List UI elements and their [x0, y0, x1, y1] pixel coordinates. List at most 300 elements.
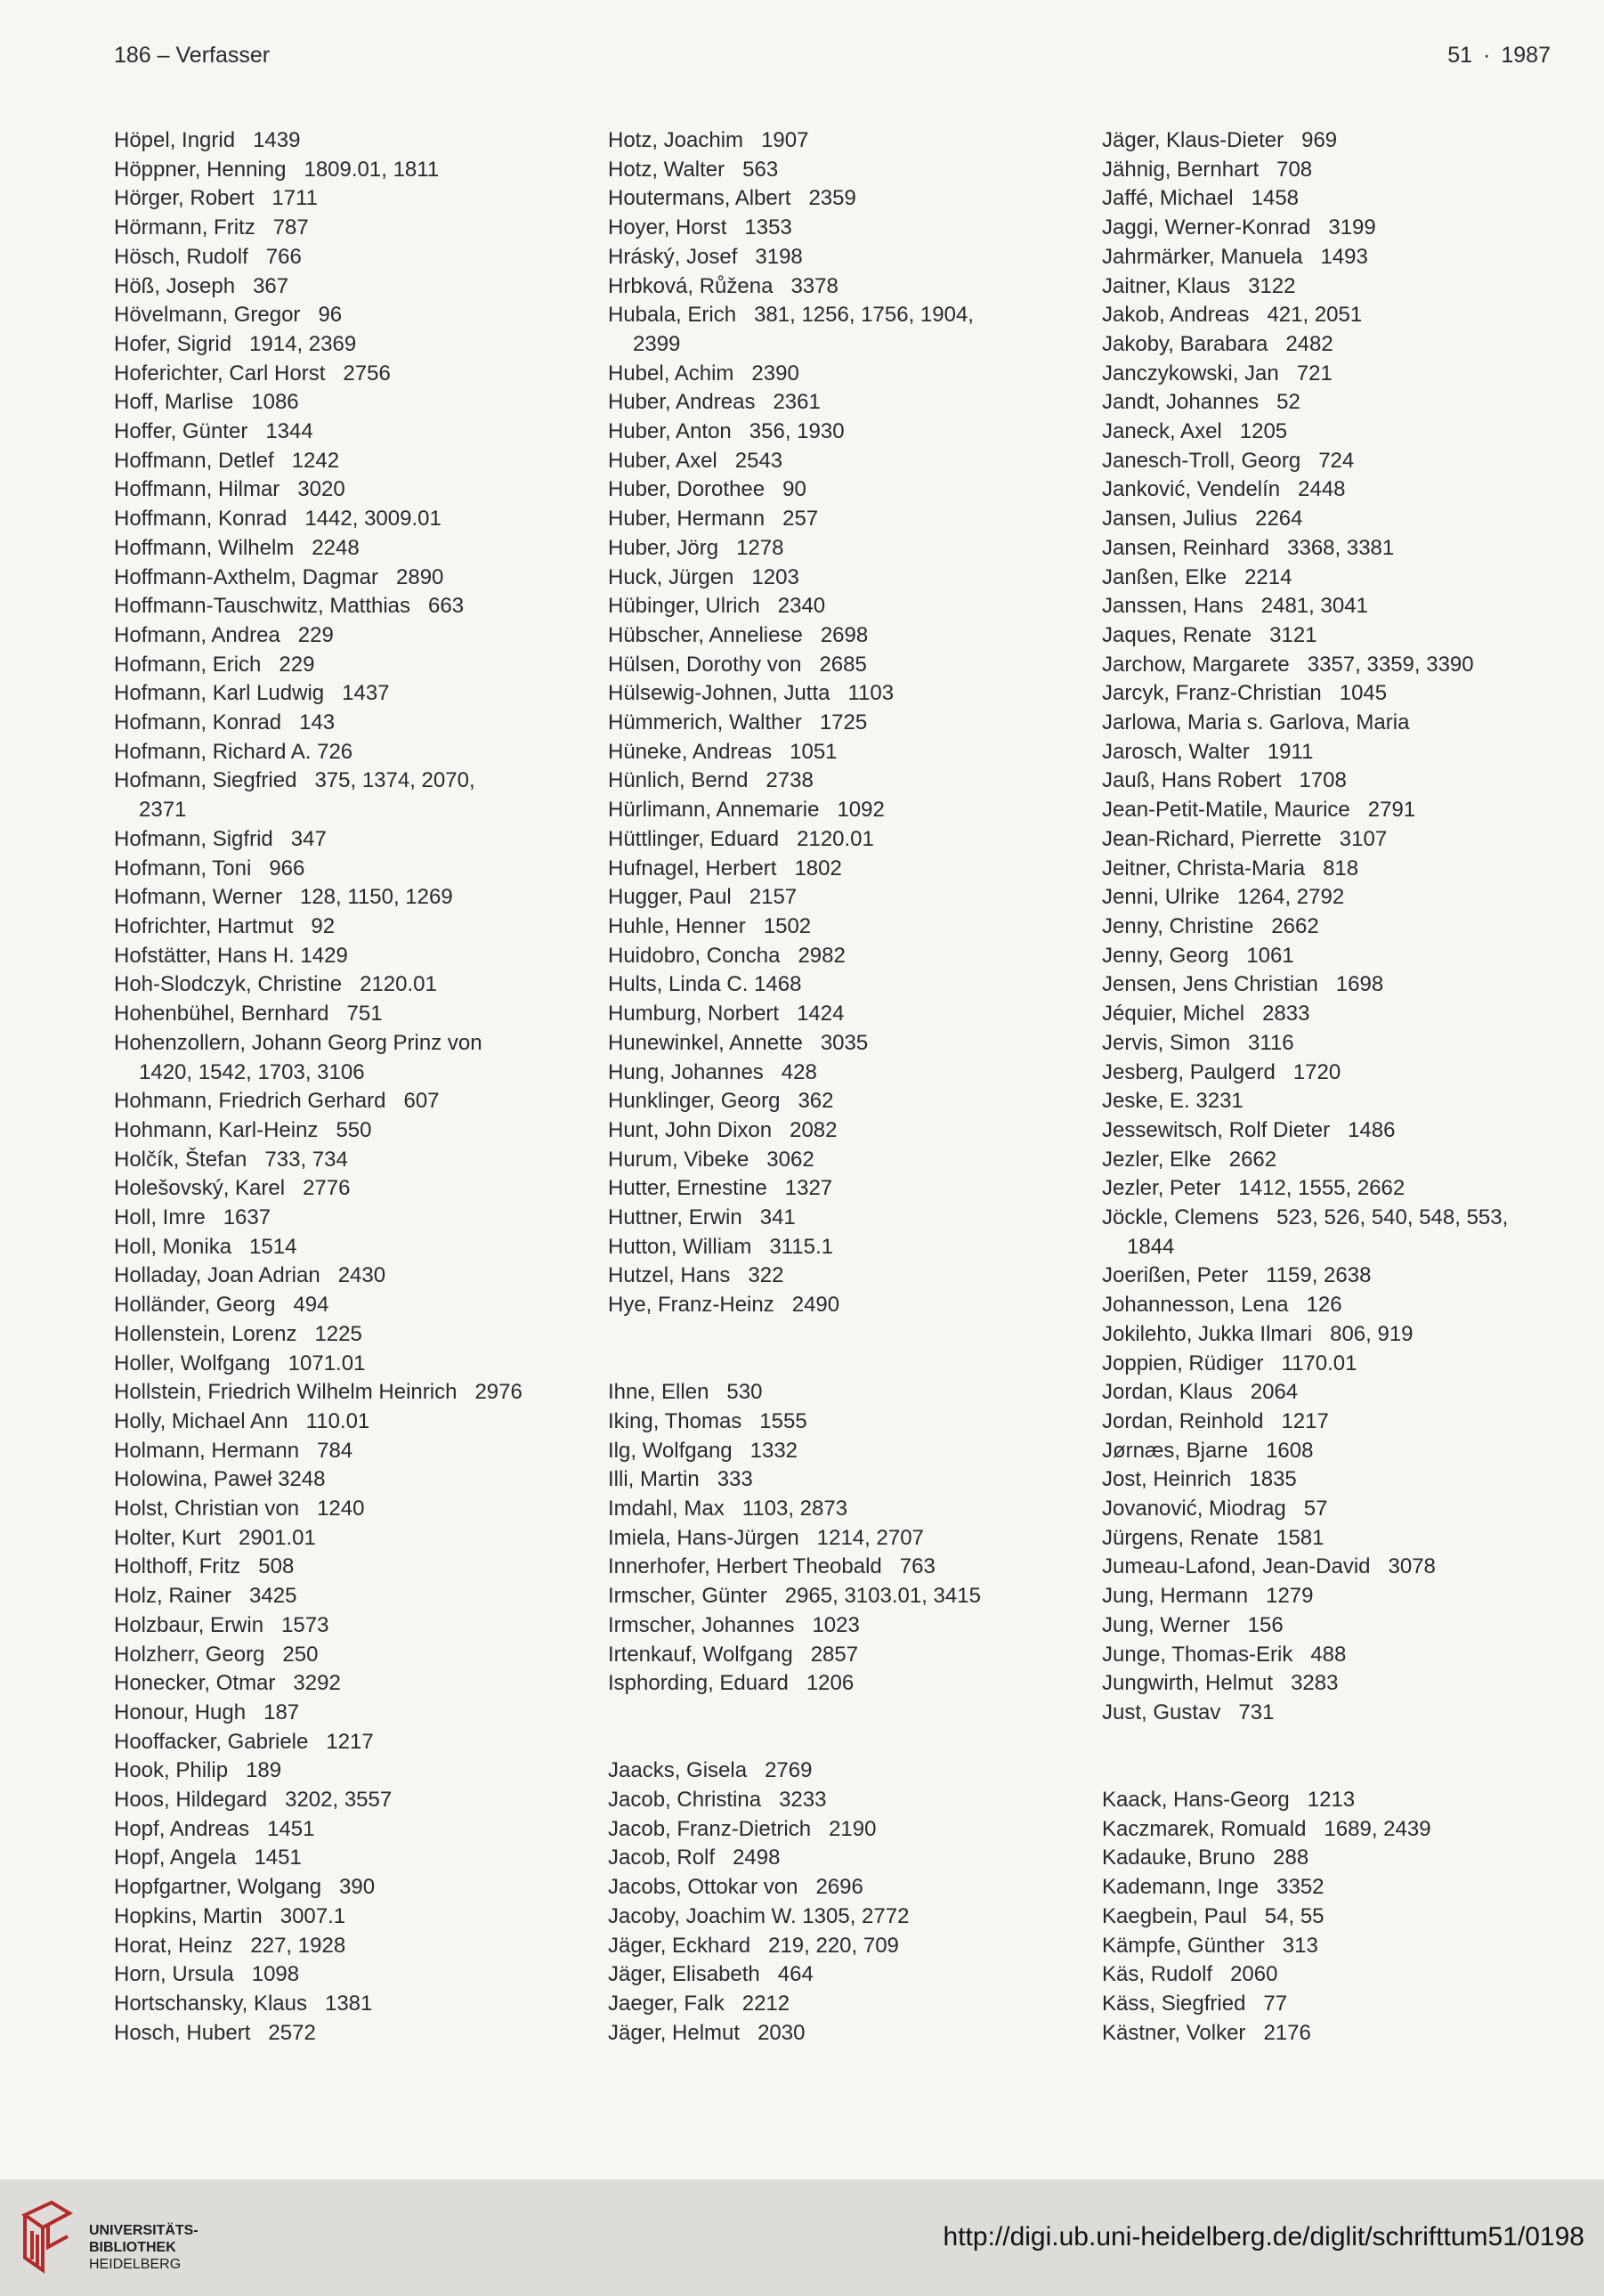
author-name: Huber, Hermann [608, 507, 766, 531]
author-name: Holz, Rainer [114, 1584, 232, 1609]
index-entry [114, 1087, 595, 1116]
reference-numbers: 1071.01 [288, 1351, 366, 1375]
author-name: Hoh-Slodczyk, Christine [114, 972, 343, 997]
reference-numbers: 110.01 [305, 1408, 370, 1433]
reference-numbers: 390 [339, 1875, 376, 1900]
index-entry [608, 796, 1089, 825]
index-entry [608, 2019, 1089, 2049]
index-entry [1102, 855, 1583, 884]
author-name: Holländer, Georg [114, 1293, 276, 1318]
reference-numbers: 2157 [749, 885, 798, 910]
author-name: Hofmann, Karl Ludwig [114, 681, 325, 706]
index-entry [1102, 1786, 1583, 1815]
reference-numbers: 128, 1150, 1269 [299, 885, 453, 910]
reference-numbers: 1279 [1266, 1584, 1314, 1609]
reference-numbers: 763 [899, 1554, 936, 1579]
reference-numbers: 2481, 3041 [1260, 594, 1368, 619]
index-entry [114, 709, 595, 738]
author-name: Huttner, Erwin [608, 1205, 742, 1230]
author-name: Hoffer, Günter [114, 419, 248, 444]
index-entry [608, 505, 1089, 534]
reference-numbers: 1061 [1246, 943, 1294, 968]
index-entry [1102, 1932, 1583, 1961]
index-entry [608, 564, 1089, 593]
reference-numbers: 1264, 2792 [1237, 885, 1345, 910]
author-name: Hoffmann, Detlef [114, 448, 274, 473]
index-entry [114, 621, 595, 651]
index-entry [1102, 1611, 1583, 1641]
index-entry [1102, 243, 1583, 272]
index-entry [1102, 1408, 1583, 1437]
reference-numbers: 250 [282, 1642, 319, 1667]
reference-numbers: 3283 [1291, 1671, 1339, 1696]
author-name: Jezler, Peter [1102, 1176, 1221, 1201]
index-entry [608, 360, 1089, 389]
index-entry [114, 1873, 595, 1903]
reference-numbers: 607 [403, 1089, 440, 1114]
reference-numbers: 494 [293, 1293, 329, 1318]
reference-numbers: 1802 [794, 856, 842, 880]
index-entry [114, 1611, 595, 1641]
author-name: Jarcyk, Franz-Christian [1102, 681, 1322, 706]
author-name: Jeske, E. 3231 [1102, 1089, 1244, 1114]
index-entry [608, 1465, 1089, 1495]
index-entry [1102, 1204, 1583, 1233]
reference-numbers: 1103 [847, 681, 895, 706]
reference-numbers: 1689, 2439 [1324, 1816, 1431, 1841]
index-entry [1102, 1699, 1583, 1728]
reference-numbers: 2214 [1244, 564, 1292, 589]
index-entry [114, 738, 595, 767]
author-name: Hofmann, Richard A. 726 [114, 739, 353, 764]
author-name: Jähnig, Bernhart [1102, 157, 1260, 182]
reference-numbers: 464 [777, 1962, 814, 1987]
author-name: Holzbaur, Erwin [114, 1612, 264, 1637]
reference-numbers: 806, 919 [1330, 1321, 1414, 1346]
index-entry [114, 1291, 595, 1320]
index-entry [1102, 1495, 1583, 1524]
index-entry [1102, 1844, 1583, 1873]
author-name: Hofrichter, Hartmut [114, 913, 294, 938]
author-name: Huber, Axel [608, 448, 717, 473]
index-entry-continuation: 1844 [1127, 1234, 1175, 1259]
author-name: Janczykowski, Jan [1102, 361, 1279, 385]
index-entry [608, 1786, 1089, 1815]
author-name: Hüttlinger, Eduard [608, 826, 780, 851]
index-entry [114, 214, 595, 243]
reference-numbers: 2776 [303, 1176, 351, 1201]
index-entry [1102, 505, 1583, 534]
author-name: Kadauke, Bruno [1102, 1846, 1256, 1870]
index-entry [1102, 1174, 1583, 1204]
index-entry [608, 1641, 1089, 1670]
index-entry [1102, 709, 1583, 738]
reference-numbers: 428 [781, 1059, 817, 1084]
author-name: Huidobro, Concha [608, 943, 781, 968]
index-entry [608, 1000, 1089, 1029]
index-entry [1102, 1903, 1583, 1932]
author-name: Hults, Linda C. 1468 [608, 972, 802, 997]
author-name: Hörmann, Fritz [114, 215, 255, 240]
reference-numbers: 1103, 2873 [741, 1497, 848, 1521]
author-name: Hoffmann-Tauschwitz, Matthias [114, 594, 411, 619]
index-entry [114, 883, 595, 913]
reference-numbers: 3035 [820, 1030, 869, 1055]
reference-numbers: 356, 1930 [749, 419, 845, 444]
author-name: Hye, Franz-Heinz [608, 1293, 774, 1318]
reference-numbers: 2490 [791, 1293, 840, 1318]
index-entry [114, 825, 595, 855]
author-name: Jenny, Christine [1102, 913, 1254, 938]
author-name: Jung, Hermann [1102, 1584, 1249, 1609]
reference-numbers: 2359 [808, 186, 856, 211]
author-name: Hortschansky, Klaus [114, 1992, 307, 2016]
index-entry [114, 1233, 595, 1262]
reference-numbers: 3121 [1269, 622, 1317, 647]
reference-numbers: 2448 [1298, 477, 1346, 502]
author-name: Hofer, Sigrid [114, 331, 232, 356]
author-name: Jaacks, Gisela [608, 1758, 748, 1783]
author-name: Innerhofer, Herbert Theobald [608, 1554, 882, 1579]
section-gap [608, 1350, 1089, 1379]
reference-numbers: 1698 [1335, 972, 1384, 997]
author-name: Jäger, Klaus-Dieter [1102, 128, 1284, 152]
author-name: Hooffacker, Gabriele [114, 1729, 309, 1754]
author-name: Jacob, Rolf [608, 1846, 716, 1870]
index-entry [608, 184, 1089, 214]
author-name: Hübinger, Ulrich [608, 594, 760, 619]
author-name: Jost, Heinrich [1102, 1467, 1232, 1492]
reference-numbers: 1051 [790, 739, 838, 764]
author-name: Hunewinkel, Annette [608, 1030, 803, 1055]
index-entry [114, 360, 595, 389]
reference-numbers: 1809.01, 1811 [304, 157, 440, 182]
author-name: Janesch-Troll, Georg [1102, 448, 1301, 473]
index-entry [114, 1465, 595, 1495]
index-entry [1102, 1641, 1583, 1670]
index-entry [114, 1408, 595, 1437]
author-name: Jakob, Andreas [1102, 303, 1250, 328]
index-entry [608, 447, 1089, 476]
index-entry [1102, 1437, 1583, 1466]
author-name: Holly, Michael Ann [114, 1408, 288, 1433]
author-name: Jensen, Jens Christian [1102, 972, 1318, 997]
author-name: Kämpfe, Günther [1102, 1933, 1265, 1958]
index-entry [608, 1378, 1089, 1408]
reference-numbers: 1278 [736, 535, 784, 560]
reference-numbers: 126 [1306, 1293, 1342, 1318]
index-entry [608, 272, 1089, 302]
reference-numbers: 1725 [819, 710, 868, 735]
reference-numbers: 229 [279, 652, 315, 677]
author-name: Holthoff, Fritz [114, 1554, 241, 1579]
index-entry [114, 1903, 595, 1932]
author-name: Huber, Jörg [608, 535, 719, 560]
author-name: Hofmann, Siegfried [114, 768, 297, 793]
author-name: Hunt, John Dixon [608, 1117, 773, 1142]
index-entry [1102, 883, 1583, 913]
author-name: Huber, Dorothee [608, 477, 766, 502]
index-entry [1102, 942, 1583, 971]
index-entry [608, 1146, 1089, 1175]
index-entry [114, 1553, 595, 1582]
reference-numbers: 2791 [1367, 798, 1416, 823]
author-name: Huhle, Henner [608, 913, 746, 938]
index-entry [608, 709, 1089, 738]
index-entry [1102, 1320, 1583, 1350]
reference-numbers: 2662 [1228, 1147, 1277, 1172]
index-entry [608, 1932, 1089, 1961]
index-entry [608, 214, 1089, 243]
index-entry [114, 330, 595, 360]
index-entry [1102, 738, 1583, 767]
index-entry [608, 534, 1089, 564]
index-entry [608, 1903, 1089, 1932]
index-entry [608, 1960, 1089, 1990]
author-name: Höpel, Ingrid [114, 128, 236, 152]
reference-numbers: 333 [717, 1467, 753, 1492]
reference-numbers: 733, 734 [264, 1147, 348, 1172]
index-column-2 [608, 126, 1089, 2048]
reference-numbers: 2965, 3103.01, 3415 [784, 1584, 981, 1609]
reference-numbers: 227, 1928 [250, 1933, 346, 1958]
reference-numbers: 3115.1 [769, 1234, 833, 1259]
index-entry-continuation: 1420, 1542, 1703, 3106 [139, 1059, 365, 1084]
author-name: Jenny, Georg [1102, 943, 1229, 968]
author-name: Jung, Werner [1102, 1612, 1230, 1637]
index-entry [114, 1116, 595, 1146]
reference-numbers: 488 [1310, 1642, 1347, 1667]
author-name: Janssen, Hans [1102, 594, 1244, 619]
author-name: Hofmann, Sigfrid [114, 826, 273, 851]
author-name: Hráský, Josef [608, 244, 738, 269]
author-name: Jansen, Reinhard [1102, 535, 1270, 560]
author-name: Houtermans, Albert [608, 186, 791, 211]
reference-numbers: 2082 [790, 1117, 838, 1142]
reference-numbers: 1708 [1299, 768, 1347, 793]
reference-numbers: 1217 [1281, 1408, 1329, 1433]
index-entry [608, 738, 1089, 767]
author-name: Holladay, Joan Adrian [114, 1263, 320, 1288]
index-entry [1102, 1465, 1583, 1495]
author-name: Hoyer, Horst [608, 215, 727, 240]
author-name: Hufnagel, Herbert [608, 856, 777, 880]
reference-numbers: 2482 [1285, 331, 1333, 356]
reference-numbers: 2120.01 [797, 826, 874, 851]
reference-numbers: 1439 [253, 128, 301, 152]
author-name: Holmann, Hermann [114, 1438, 300, 1463]
author-name: Hunklinger, Georg [608, 1089, 781, 1114]
reference-numbers: 2698 [820, 622, 869, 647]
index-entry [114, 1524, 595, 1554]
author-name: Jeitner, Christa-Maria [1102, 856, 1306, 880]
index-entry [1102, 534, 1583, 564]
index-entry [608, 1495, 1089, 1524]
reference-numbers: 313 [1282, 1933, 1318, 1958]
index-entry [608, 1437, 1089, 1466]
reference-numbers: 2361 [773, 390, 821, 415]
reference-numbers: 3078 [1388, 1554, 1436, 1579]
index-entry [1102, 913, 1583, 942]
index-entry [1102, 1262, 1583, 1291]
reference-numbers: 1203 [751, 564, 799, 589]
reference-numbers: 1344 [265, 419, 313, 444]
index-entry [114, 156, 595, 185]
author-name: Horn, Ursula [114, 1962, 234, 1987]
author-name: Hübscher, Anneliese [608, 622, 803, 647]
author-name: Holl, Monika [114, 1234, 232, 1259]
index-entry [114, 1437, 595, 1466]
index-entry [1102, 1116, 1583, 1146]
author-name: Jandt, Johannes [1102, 390, 1260, 415]
author-name: Janßen, Elke [1102, 564, 1227, 589]
section-gap [1102, 1756, 1583, 1786]
index-entry [1102, 825, 1583, 855]
index-entry [1102, 970, 1583, 1000]
author-name: Hurum, Vibeke [608, 1147, 749, 1172]
author-name: Hopf, Andreas [114, 1816, 250, 1841]
reference-numbers: 3020 [297, 477, 345, 502]
author-name: Jürgens, Renate [1102, 1525, 1260, 1550]
index-entry [114, 564, 595, 593]
index-entry [1102, 1582, 1583, 1611]
author-name: Jarchow, Margarete [1102, 652, 1290, 677]
reference-numbers: 2120.01 [360, 972, 437, 997]
index-entry [114, 651, 595, 680]
index-entry [114, 126, 595, 156]
author-name: Jahrmärker, Manuela [1102, 244, 1303, 269]
index-entry [114, 970, 595, 1000]
author-name: Honour, Hugh [114, 1700, 247, 1724]
reference-numbers: 530 [726, 1380, 763, 1405]
index-entry [1102, 418, 1583, 447]
index-entry [1102, 1000, 1583, 1029]
section-gap [608, 1699, 1089, 1728]
index-entry [608, 679, 1089, 709]
reference-numbers: 2543 [734, 448, 783, 473]
reference-numbers: 550 [336, 1117, 372, 1142]
author-name: Jarlowa, Maria s. Garlova, Maria [1102, 710, 1410, 735]
author-name: Just, Gustav [1102, 1700, 1221, 1724]
reference-numbers: 2756 [343, 361, 391, 385]
reference-numbers: 1214, 2707 [816, 1525, 924, 1550]
page-running-head: 186 – Verfasser [114, 43, 271, 68]
index-entry [114, 1932, 595, 1961]
reference-numbers: 219, 220, 709 [768, 1933, 899, 1958]
reference-numbers: 3122 [1248, 273, 1296, 298]
index-entry [114, 1350, 595, 1379]
reference-numbers: 2212 [741, 1991, 790, 2016]
reference-numbers: 2890 [396, 564, 444, 589]
index-entry [608, 1873, 1089, 1903]
index-entry-continuation: 2399 [633, 331, 681, 356]
author-name: Hollstein, Friedrich Wilhelm Heinrich [114, 1380, 458, 1405]
reference-numbers: 1911 [1267, 739, 1314, 764]
index-entry [1102, 651, 1583, 680]
author-name: Hülsen, Dorothy von [608, 652, 802, 677]
author-name: Ihne, Ellen [608, 1380, 709, 1405]
reference-numbers: 3199 [1328, 215, 1376, 240]
index-entry [114, 1669, 595, 1699]
author-name: Holter, Kurt [114, 1525, 222, 1550]
section-gap [1102, 1728, 1583, 1757]
author-name: Janković, Vendelín [1102, 477, 1281, 502]
author-name: Jäger, Eckhard [608, 1933, 751, 1958]
reference-numbers: 3116 [1248, 1030, 1294, 1055]
index-entry [608, 970, 1089, 1000]
index-entry [608, 825, 1089, 855]
reference-numbers: 1555 [759, 1408, 807, 1433]
reference-numbers: 1086 [251, 390, 299, 415]
reference-numbers: 1424 [797, 1002, 845, 1026]
reference-numbers: 3233 [779, 1788, 827, 1813]
index-entry [1102, 621, 1583, 651]
reference-numbers: 2685 [819, 652, 867, 677]
author-name: Huber, Andreas [608, 390, 756, 415]
index-entry [114, 1960, 595, 1990]
author-name: Jäger, Helmut [608, 2020, 741, 2045]
reference-numbers: 2176 [1263, 2020, 1311, 2045]
author-name: Hofmann, Andrea [114, 622, 280, 647]
reference-numbers: 1451 [267, 1816, 315, 1841]
index-entry [1102, 184, 1583, 214]
author-name: Imdahl, Max [608, 1497, 725, 1521]
reference-numbers: 229 [297, 622, 334, 647]
reference-numbers: 3202, 3557 [285, 1788, 393, 1813]
index-entry [608, 1174, 1089, 1204]
reference-numbers: 818 [1323, 856, 1359, 880]
author-name: Humburg, Norbert [608, 1002, 780, 1026]
author-name: Hubala, Erich [608, 303, 737, 328]
index-entry [608, 855, 1089, 884]
author-name: Hutzel, Hans [608, 1263, 731, 1288]
index-entry [608, 1087, 1089, 1116]
index-entry [608, 767, 1089, 796]
author-name: Jaggi, Werner-Konrad [1102, 215, 1311, 240]
author-name: Janeck, Axel [1102, 419, 1222, 444]
reference-numbers: 54, 55 [1264, 1903, 1325, 1928]
author-name: Irmscher, Günter [608, 1584, 767, 1609]
author-name: Hürlimann, Annemarie [608, 798, 820, 823]
index-entry [114, 505, 595, 534]
index-entry [1102, 1350, 1583, 1379]
author-name: Jaffé, Michael [1102, 186, 1234, 211]
index-entry [608, 913, 1089, 942]
reference-numbers: 1206 [806, 1671, 855, 1696]
author-name: Hosch, Hubert [114, 2020, 251, 2045]
index-entry [1102, 592, 1583, 621]
reference-numbers: 2390 [751, 361, 799, 385]
index-entry [608, 1059, 1089, 1088]
index-entry [608, 418, 1089, 447]
reference-numbers: 257 [782, 507, 819, 531]
author-name: Jumeau-Lafond, Jean-David [1102, 1554, 1371, 1579]
index-entry [608, 301, 1089, 330]
reference-numbers: 2833 [1262, 1002, 1310, 1026]
digitization-footer [0, 2179, 1604, 2296]
index-entry [1102, 1815, 1583, 1845]
reference-numbers: 3198 [755, 244, 803, 269]
reference-numbers: 1225 [314, 1321, 362, 1346]
index-entry [114, 913, 595, 942]
author-name: Hümmerich, Walther [608, 710, 802, 735]
reference-numbers: 1170.01 [1281, 1351, 1357, 1375]
source-url-link[interactable]: http://digi.ub.uni-heidelberg.de/diglit/schrifttum51/0198 [943, 2222, 1584, 2251]
author-name: Hoffmann, Wilhelm [114, 535, 295, 560]
reference-numbers: 2430 [337, 1263, 386, 1288]
index-entry [114, 272, 595, 302]
author-name: Hohmann, Friedrich Gerhard [114, 1089, 386, 1114]
